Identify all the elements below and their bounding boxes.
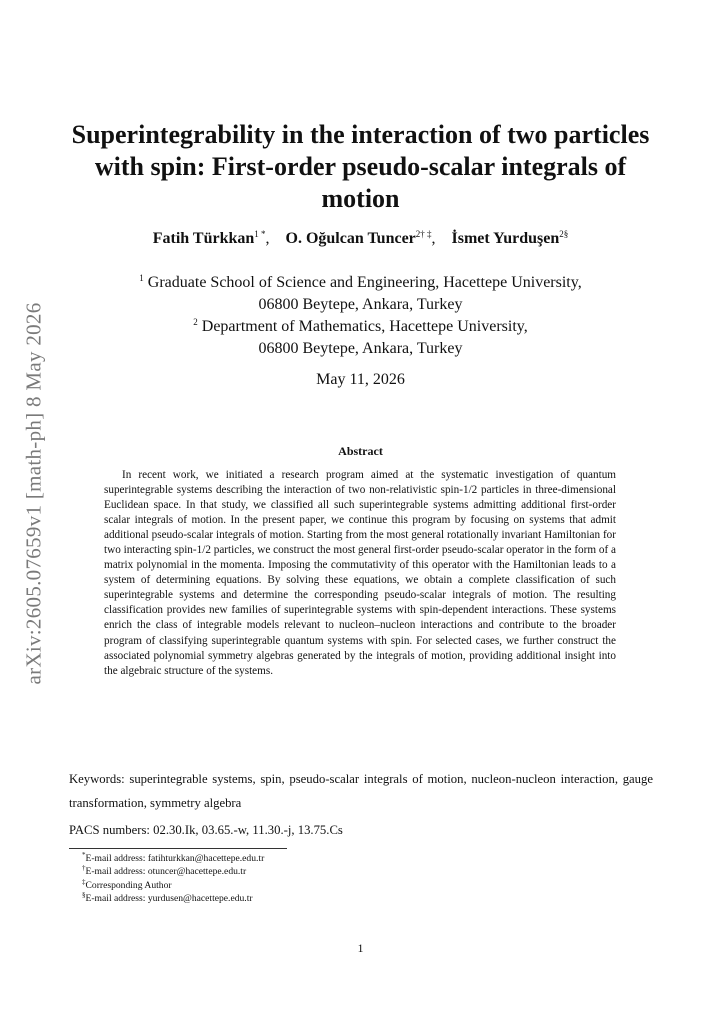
paper-title: Superintegrability in the interaction of two particles with spin: First-order pseudo-scalar integrals of motion [71,120,650,213]
paper-date: May 11, 2026 [316,371,405,388]
author-marks: 2† ‡ [415,229,432,239]
footnote-text: Corresponding Author [85,879,172,891]
footnote-mark: § [82,890,86,899]
footnote-mark: † [82,864,86,873]
affiliation-line [70,272,651,294]
author-name: O. Oğulcan Tuncer [285,230,416,247]
author-marks: 1 * [254,229,266,239]
footnotes [82,852,264,905]
arxiv-identifier: arXiv:2605.07659v1 [math-ph] 8 May 2026 [21,301,46,685]
author-separator: , [431,230,436,247]
author-list [70,229,651,249]
abstract-heading: Abstract [338,444,383,458]
affiliation-text: Graduate School of Science and Engineering, Hacettepe University, [147,274,582,291]
affiliation-text: Department of Mathematics, Hacettepe University, [201,318,528,335]
keywords: Keywords: superintegrable systems, spin, pseudo-scalar integrals of motion, nucleon-nucleon interaction, gauge transformation, symmetry algebra [69,772,653,810]
footnote [82,852,264,865]
footnote-mark: * [82,851,86,859]
affiliation-line: 06800 Beytepe, Ankara, Turkey [258,296,463,313]
footnote-mark: ‡ [82,877,86,886]
page-number: 1 [357,941,364,955]
affiliation-mark: 1 [139,273,144,283]
author-marks: 2§ [559,229,569,239]
footnote-text: E-mail address: fatihturkkan@hacettepe.edu.tr [85,853,265,864]
author-name: Fatih Türkkan [152,230,255,247]
footnote [82,879,264,892]
author-name: İsmet Yurduşen [451,230,560,247]
arxiv-side-stamp [14,288,54,698]
abstract-text: In recent work, we initiated a research program aimed at the systematic investigation of quantum superintegrable systems describing the interaction of two non-relativistic spin-1/2 particles in three-dimensional Euclidean space. In that study, we classified all such superintegrable systems admitting additional first-order scalar integrals of motion. In the present paper, we continue this program by focusing on systems that admit additional pseudo-scalar integrals of motion. Starting from the most general rotationally invariant Hamiltonian for two interacting spin-1/2 particles, we construct the most general first-order pseudo-scalar operator in the form of a matrix polynomial in the momenta. Imposing the commutativity of this operator with the Hamiltonian leads to a system of determining equations. By solving these equations, we obtain a complete classification of such superintegrable systems and determine the corresponding pseudo-scalar integrals of motion. The resulting classification provides new families of superintegrable systems with spin-dependent interactions. These systems enrich the class of integrable models relevant to nucleon–nucleon interactions and contribute to the broader program of classifying superintegrable quantum systems with spin. For selected cases, we further construct the associated polynomial symmetry algebras generated by the integrals of motion, providing additional insight into the algebraic structure of the systems. [104,469,616,677]
affiliation-mark: 2 [193,317,198,327]
affiliation-line [70,316,651,338]
pacs-numbers: PACS numbers: 02.30.Ik, 03.65.-w, 11.30.-j, 13.75.Cs [69,823,343,837]
affiliation-line: 06800 Beytepe, Ankara, Turkey [258,340,463,357]
author-separator: , [265,230,270,247]
footnote [82,865,264,878]
footnote-divider [69,848,287,849]
footnote [82,892,264,905]
affiliations [70,272,651,360]
footnote-text: E-mail address: yurdusen@hacettepe.edu.tr [85,892,253,904]
footnote-text: E-mail address: otuncer@hacettepe.edu.tr [85,866,247,878]
